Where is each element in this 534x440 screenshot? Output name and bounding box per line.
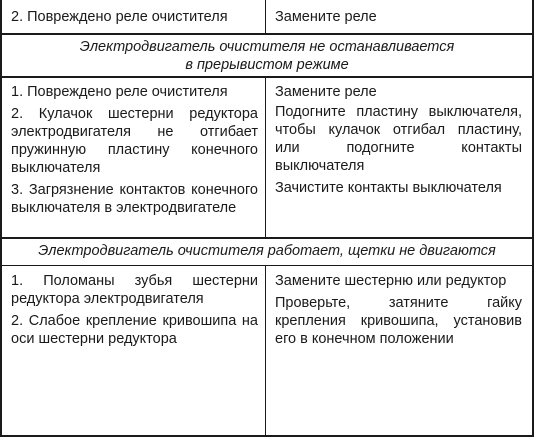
remedy-text: Зачистите контакты выключателя — [275, 180, 502, 196]
cause-text: 2. Кулачок шестерни редуктора электродвигателя не отгибает пружинную пластину конечного выключателя — [11, 106, 258, 176]
remedy-text: Замените реле — [275, 84, 377, 100]
section-header-line: Электродвигатель очистителя не останавливается — [79, 39, 455, 55]
cause-cell-row5 — [11, 272, 258, 348]
rule-column-divider-3 — [265, 77, 266, 238]
remedy-text: Подогните пластину выключателя, чтобы кулачок отгибал пластину, или подогните контакты выключателя — [275, 104, 522, 174]
cause-text: 2. Слабое крепление кривошипа на оси шестерни редуктора — [11, 313, 258, 347]
rule-header2-bottom — [0, 265, 534, 266]
remedy-text: Проверьте, затяните гайку крепления кривошипа, установив его в конечном положении — [275, 295, 522, 347]
remedy-cell-row1 — [275, 8, 523, 26]
remedy-cell-row3 — [275, 83, 522, 197]
section-header-not-stopping — [0, 38, 534, 74]
cause-text: 2. Повреждено реле очистителя — [11, 9, 228, 25]
rule-table-bottom — [0, 435, 534, 437]
section-header-line: Электродвигатель очистителя работает, щетки не двигаются — [38, 243, 496, 259]
cause-text: 1. Повреждено реле очистителя — [11, 84, 228, 100]
cause-text: 3. Загрязнение контактов конечного выключателя в электродвигателе — [11, 182, 258, 216]
remedy-text: Замените шестерню или редуктор — [275, 273, 507, 289]
rule-header1-bottom — [0, 76, 534, 78]
rule-column-divider-5 — [265, 266, 266, 436]
rule-row3-bottom — [0, 237, 534, 239]
cause-cell-row3 — [11, 83, 258, 217]
remedy-text: Замените реле — [275, 9, 377, 25]
cause-cell-row1 — [11, 8, 259, 26]
cause-text: 1. Поломаны зубья шестерни редуктора электродвигателя — [11, 273, 258, 307]
section-header-brushes-not-moving — [0, 242, 534, 260]
section-header-line: в прерывистом режиме — [185, 57, 349, 73]
rule-row1-bottom — [0, 33, 534, 35]
remedy-cell-row5 — [275, 272, 522, 348]
rule-column-divider-1 — [265, 0, 266, 34]
